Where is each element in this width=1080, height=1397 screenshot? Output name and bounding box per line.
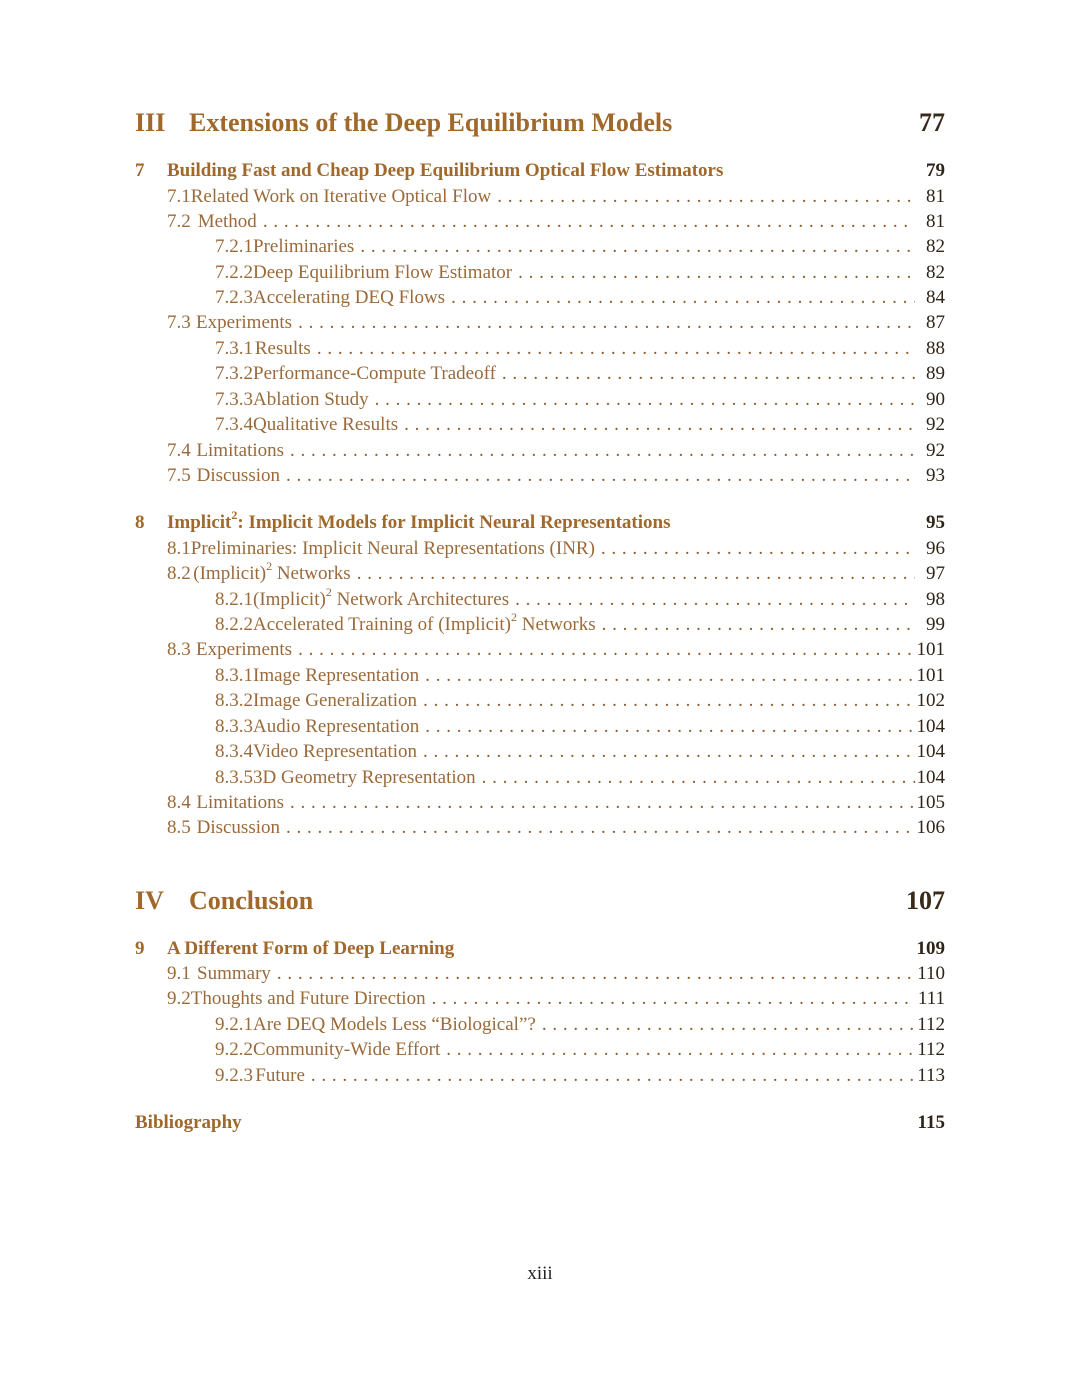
page-number: 112 <box>917 1039 945 1060</box>
section-number: 7.3 <box>167 312 191 333</box>
section-number: 8.4 <box>167 792 191 813</box>
subsection-title: 3D Geometry Representation <box>253 767 476 788</box>
toc-section-entry[interactable] <box>167 558 945 585</box>
subsection-title: Future <box>255 1065 305 1086</box>
page-number: 84 <box>926 287 945 308</box>
section-title: Discussion <box>196 465 281 486</box>
subsection-number: 7.2.2 <box>215 262 253 283</box>
subsection-title: Results <box>254 338 311 359</box>
section-title: Discussion <box>196 817 281 838</box>
dot-leader <box>284 792 915 814</box>
dot-leader <box>536 1014 915 1036</box>
dot-leader <box>491 186 915 208</box>
toc-section-entry[interactable] <box>167 538 945 560</box>
section-number: 7.4 <box>167 440 191 461</box>
toc-subsection-entry[interactable] <box>215 665 945 687</box>
toc-subsection-entry[interactable] <box>215 414 945 436</box>
chapter-title: Implicit$^2$: Implicit Models for Implicit Neural Representations <box>167 507 671 533</box>
subsection-title: Image Generalization <box>253 690 418 711</box>
section-number: 8.1 <box>167 538 191 559</box>
subsection-title: Qualitative Results <box>253 414 399 435</box>
page-number: 92 <box>926 440 945 461</box>
section-number: 7.1 <box>167 186 191 207</box>
page-footer-number: xiii <box>527 1263 553 1284</box>
toc-section-entry[interactable] <box>167 465 945 487</box>
toc-part-entry[interactable] <box>135 886 945 916</box>
page-number: 113 <box>917 1065 945 1086</box>
toc-subsection-entry[interactable] <box>215 236 945 258</box>
toc-subsection-entry[interactable] <box>215 338 945 360</box>
subsection-title: Deep Equilibrium Flow Estimator <box>253 262 513 283</box>
page-number: 87 <box>926 312 945 333</box>
subsection-number: 8.2.2 <box>215 614 253 635</box>
page-number: 110 <box>917 963 945 984</box>
toc-subsection-entry[interactable] <box>215 741 945 763</box>
page-number: 102 <box>916 690 945 711</box>
subsection-number: 8.2.1 <box>215 589 253 610</box>
subsection-number: 7.3.3 <box>215 389 253 410</box>
section-number: 8.3 <box>167 639 191 660</box>
toc-subsection-entry[interactable] <box>215 609 945 636</box>
section-title: Method <box>197 211 257 232</box>
toc-subsection-entry[interactable] <box>215 1039 945 1061</box>
dot-leader <box>280 817 915 839</box>
section-title: Preliminaries: Implicit Neural Representations (INR) <box>190 538 595 559</box>
toc-subsection-entry[interactable] <box>215 767 945 789</box>
subsection-title: Community-Wide Effort <box>253 1039 441 1060</box>
toc-chapter-entry[interactable] <box>135 507 945 534</box>
page-number: 88 <box>926 338 945 359</box>
section-title: Summary <box>197 963 271 984</box>
toc-subsection-entry[interactable] <box>215 389 945 411</box>
toc-section-entry[interactable] <box>167 988 945 1010</box>
page-number: 107 <box>906 886 945 915</box>
subsection-number: 9.2.1 <box>215 1014 253 1035</box>
part-number: IV <box>135 886 164 915</box>
toc-section-entry[interactable] <box>167 817 945 839</box>
subsection-title: Preliminaries <box>253 236 355 257</box>
page-number: 93 <box>926 465 945 486</box>
section-title: (Implicit)$^2$ Networks <box>193 558 351 584</box>
subsection-number: 7.3.1 <box>215 338 253 359</box>
dot-leader <box>595 538 915 560</box>
page-number: 101 <box>916 639 945 660</box>
toc-subsection-entry[interactable] <box>215 1065 945 1087</box>
chapter-number: 7 <box>135 160 145 181</box>
dot-leader <box>292 639 915 661</box>
toc-section-entry[interactable] <box>167 186 945 208</box>
dot-leader <box>509 589 915 611</box>
chapter-number: 8 <box>135 512 145 533</box>
page-number: 90 <box>926 389 945 410</box>
toc-bibliography-entry[interactable] <box>135 1112 945 1134</box>
dot-leader <box>596 614 915 636</box>
dot-leader <box>417 690 915 712</box>
section-title: Limitations <box>196 792 285 813</box>
page-number: 89 <box>926 363 945 384</box>
page-number: 96 <box>926 538 945 559</box>
section-title: Thoughts and Future Direction <box>190 988 426 1009</box>
subsection-number: 9.2.3 <box>215 1065 253 1086</box>
dot-leader <box>440 1039 915 1061</box>
toc-chapter-entry[interactable] <box>135 938 945 960</box>
chapter-number: 9 <box>135 938 145 959</box>
page-number: 101 <box>916 665 945 686</box>
page-number: 82 <box>926 262 945 283</box>
section-number: 8.2 <box>167 563 191 584</box>
subsection-title: Accelerated Training of (Implicit)$^2$ Networks <box>253 609 596 635</box>
subsection-title: Are DEQ Models Less “Biological”? <box>253 1014 536 1035</box>
page-number: 104 <box>916 741 945 762</box>
subsection-title: Accelerating DEQ Flows <box>253 287 446 308</box>
bibliography-title: Bibliography <box>135 1112 242 1133</box>
page-number: 95 <box>926 512 945 533</box>
page-number: 109 <box>916 938 945 959</box>
dot-leader <box>398 414 915 436</box>
section-number: 7.5 <box>167 465 191 486</box>
subsection-title: Ablation Study <box>253 389 369 410</box>
dot-leader <box>257 211 915 233</box>
toc-subsection-entry[interactable] <box>215 716 945 738</box>
subsection-title: (Implicit)$^2$ Network Architectures <box>253 584 510 610</box>
dot-leader <box>419 665 915 687</box>
subsection-number: 7.3.2 <box>215 363 253 384</box>
dot-leader <box>311 338 915 360</box>
toc-subsection-entry[interactable] <box>215 1014 945 1036</box>
subsection-number: 9.2.2 <box>215 1039 253 1060</box>
page-number: 81 <box>926 211 945 232</box>
toc-section-entry[interactable] <box>167 211 945 233</box>
dot-leader <box>445 287 915 309</box>
toc-section-entry[interactable] <box>167 963 945 985</box>
page-number: 104 <box>916 716 945 737</box>
subsection-number: 7.2.3 <box>215 287 253 308</box>
toc-section-entry[interactable] <box>167 639 945 661</box>
toc-subsection-entry[interactable] <box>215 584 945 611</box>
toc-chapter-entry[interactable] <box>135 160 945 182</box>
page-number: 105 <box>916 792 945 813</box>
page-number: 81 <box>926 186 945 207</box>
dot-leader <box>417 741 915 763</box>
dot-leader <box>512 262 915 284</box>
dot-leader <box>292 312 915 334</box>
page-number: 112 <box>917 1014 945 1035</box>
section-title: Experiments <box>196 639 293 660</box>
section-title: Related Work on Iterative Optical Flow <box>190 186 492 207</box>
page-number: 97 <box>926 563 945 584</box>
dot-leader <box>496 363 915 385</box>
subsection-number: 8.3.2 <box>215 690 253 711</box>
subsection-number: 8.3.5 <box>215 767 253 788</box>
toc-part-entry[interactable] <box>135 108 945 138</box>
page-number: 111 <box>917 988 945 1009</box>
page-number: 98 <box>926 589 945 610</box>
subsection-number: 8.3.1 <box>215 665 253 686</box>
dot-leader <box>354 236 915 258</box>
subsection-number: 7.2.1 <box>215 236 253 257</box>
subsection-title: Performance-Compute Tradeoff <box>253 363 496 384</box>
page-number: 115 <box>917 1112 945 1133</box>
page-number: 106 <box>916 817 945 838</box>
part-title: Conclusion <box>189 886 314 915</box>
page-number: 82 <box>926 236 945 257</box>
page-number: 77 <box>919 108 945 137</box>
section-number: 8.5 <box>167 817 191 838</box>
page-number: 79 <box>926 160 945 181</box>
section-number: 9.2 <box>167 988 191 1009</box>
dot-leader <box>271 963 915 985</box>
part-number: III <box>135 108 166 137</box>
toc-subsection-entry[interactable] <box>215 690 945 712</box>
section-title: Experiments <box>196 312 293 333</box>
subsection-title: Video Representation <box>253 741 418 762</box>
toc-section-entry[interactable] <box>167 440 945 462</box>
toc-subsection-entry[interactable] <box>215 287 945 309</box>
dot-leader <box>284 440 915 462</box>
chapter-title: A Different Form of Deep Learning <box>167 938 455 959</box>
subsection-number: 7.3.4 <box>215 414 253 435</box>
dot-leader <box>426 988 915 1010</box>
chapter-title: Building Fast and Cheap Deep Equilibrium Optical Flow Estimators <box>167 160 724 181</box>
section-title: Limitations <box>196 440 285 461</box>
subsection-title: Audio Representation <box>253 716 420 737</box>
toc-subsection-entry[interactable] <box>215 262 945 284</box>
section-number: 9.1 <box>167 963 191 984</box>
dot-leader <box>351 563 915 585</box>
subsection-number: 8.3.4 <box>215 741 253 762</box>
page-number: 104 <box>916 767 945 788</box>
toc-section-entry[interactable] <box>167 312 945 334</box>
dot-leader <box>476 767 915 789</box>
page-number: 92 <box>926 414 945 435</box>
subsection-title: Image Representation <box>253 665 420 686</box>
dot-leader <box>419 716 915 738</box>
part-title: Extensions of the Deep Equilibrium Models <box>189 108 673 137</box>
section-number: 7.2 <box>167 211 191 232</box>
toc-section-entry[interactable] <box>167 792 945 814</box>
dot-leader <box>280 465 915 487</box>
dot-leader <box>305 1065 915 1087</box>
dot-leader <box>369 389 915 411</box>
toc-subsection-entry[interactable] <box>215 363 945 385</box>
page-number: 99 <box>926 614 945 635</box>
subsection-number: 8.3.3 <box>215 716 253 737</box>
